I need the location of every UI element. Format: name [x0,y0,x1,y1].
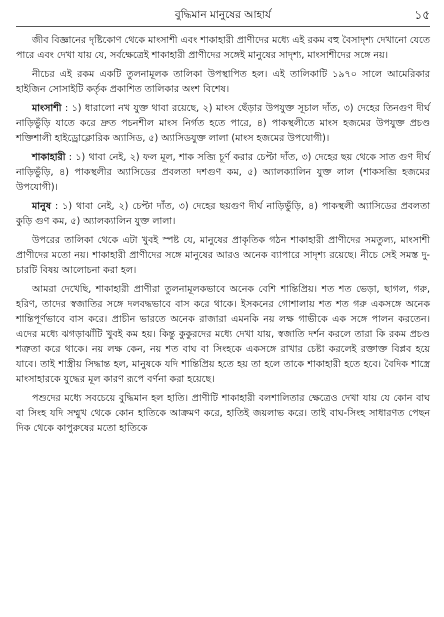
paragraph: আমরা দেখেছি, শাকাহারী প্রাণীরা তুলনামূলকভাবে অনেক বেশি শান্তিপ্রিয়। শত শত ভেড়া, ছাগল, গরু, হরিণ, তাদের স্বজাতির সঙ্গে দলবদ্ধভাবে বাস করে থাকে। ইসকনের গোশালায় শত শত গরু একসঙ্গে অনেক শান্তিপূর্ণভাবে বাস করে। প্রাচীন ভারতে অনেক রাজারা এমনকি নয় লক্ষ গাভীকে এক সঙ্গে পালন করতেন। এদের মধ্যে ঝগড়াঝাঁটি খুবই কম হয়। কিন্তু কুকুরদের মধ্যে দেখা যায়, স্বজাতি দর্শন করলে তারা কি রকম প্রচণ্ড শত্রুতা করে থাকে। নয় লক্ষ কেন, নয় শত বাঘ বা সিংহকে একসঙ্গে রাখার চেষ্টা করলেই রক্তাক্ত বিপ্লব হয়ে যাবে। তাই শাস্ত্রীয় সিদ্ধান্ত হল, মানুষকে যদি শান্তিপ্রিয় হতে হয় তা হলে তাকে শাকাহারী হতে হবে। বৈদিক শাস্ত্রে মাংসাহারকে যুদ্ধের মূল কারণ রূপে বর্ণনা করা হয়েছে। [16,284,430,385]
comparison-label: মাংসাশী [32,103,62,114]
comparison-text: ১) থাবা নেই, ২) চেপ্টা দাঁত, ৩) দেহের ছয়গুণ দীর্ঘ নাড়িভুঁড়ি, ৪) পাকস্থলী অ্যাসিডের প্রবলতা কুড়ি গুণ কম, ৫) অ্যালক্যালিন যুক্ত লালা। [16,201,430,227]
comparison-colon: : [50,201,63,212]
paragraph: পশুদের মধ্যে সবচেয়ে বুদ্ধিমান হল হাতি। প্রাণীটি শাকাহারী বলশালিতার ক্ষেত্রেও দেখা যায় যে কোন বাঘ বা সিংহ যদি সম্মুখ থেকে কোন হাতিকে আক্রমণ করে, হাতিই জয়লাভ করে। তাই বাঘ-সিংহ সাধারণত পেছন দিক থেকে কাপুরুষের মতো হাতিকে [16,393,430,434]
paragraph: জীব বিজ্ঞানের দৃষ্টিকোণ থেকে মাংসাশী এবং শাকাহারী প্রাণীদের মধ্যে এই রকম বহু বৈসাদৃশ্য দেখানো যেতে পারে এবং দেখা যায় যে, সর্বক্ষেত্রেই শাকাহারী প্রাণীদের সঙ্গেই মানুষের সাদৃশ্য, মাংসাশীদের সঙ্গে নয়। [16,35,430,61]
comparison-text: ১) থাবা নেই, ২) ফল মূল, শাক সব্জি চূর্ণ করার চেপ্টা দাঁত, ৩) দেহের ছয় থেকে সাত গুণ দীর্ঘ নাড়িভুঁড়ি, ৪) পাকস্থলীর অ্যাসিডের প্রবলতা দশগুণ কম, ৫) অ্যালক্যালিন যুক্ত লাল (শাকসব্জি হজমের উপযোগী)। [16,152,430,193]
comparison-colon: : [61,103,72,114]
comparison-item-herbivore [16,150,430,195]
page-header [16,6,430,27]
comparison-label: শাকাহারী [32,152,66,163]
comparison-colon: : [65,152,76,163]
running-head: বুদ্ধিমান মানুষের আহার্য [174,9,272,21]
comparison-text: ১) ধারালো নখ যুক্ত থাবা রয়েছে, ২) মাংস ছেঁড়ার উপযুক্ত সূচাল দাঁত, ৩) দেহের তিনগুণ দীর্ঘ নাড়িভুঁড়ি যাতে করে দ্রুত পচনশীল মাংস নির্গত হতে পারে, ৪) পাকস্থলীতে মাংস হজমের উপযুক্ত প্রচণ্ড শক্তিশালী হাইড্রোক্লোরিক অ্যাসিড, ৫) অ্যাসিডযুক্ত লালা (মাংস হজমের উপযোগী)। [16,103,430,144]
paragraph: উপরের তালিকা থেকে এটা খুবই স্পষ্ট যে, মানুষের প্রাকৃতিক গঠন শাকাহারী প্রাণীদের সমতুল্য, মাংসাশী প্রাণীদের মতো নয়। শাকাহারী প্রাণীদের সঙ্গে মানুষের আরও অনেক ব্যাপারে সাদৃশ্য রয়েছে। নীচে সেই সমস্ত দু-চারটি বিষয় আলোচনা করা হল। [16,235,430,276]
comparison-label: মানুষ [32,201,51,212]
comparison-item-carnivore [16,101,430,146]
page-number: ১৫ [414,8,430,22]
comparison-item-human [16,199,430,229]
paragraph: নীচের এই রকম একটি তুলনামূলক তালিকা উপস্থাপিত হল। এই তালিকাটি ১৯৭০ সালে আমেরিকার হাইজিন সোসাইটি কর্তৃক প্রকাশিত তালিকার অংশ বিশেষ। [16,69,430,95]
